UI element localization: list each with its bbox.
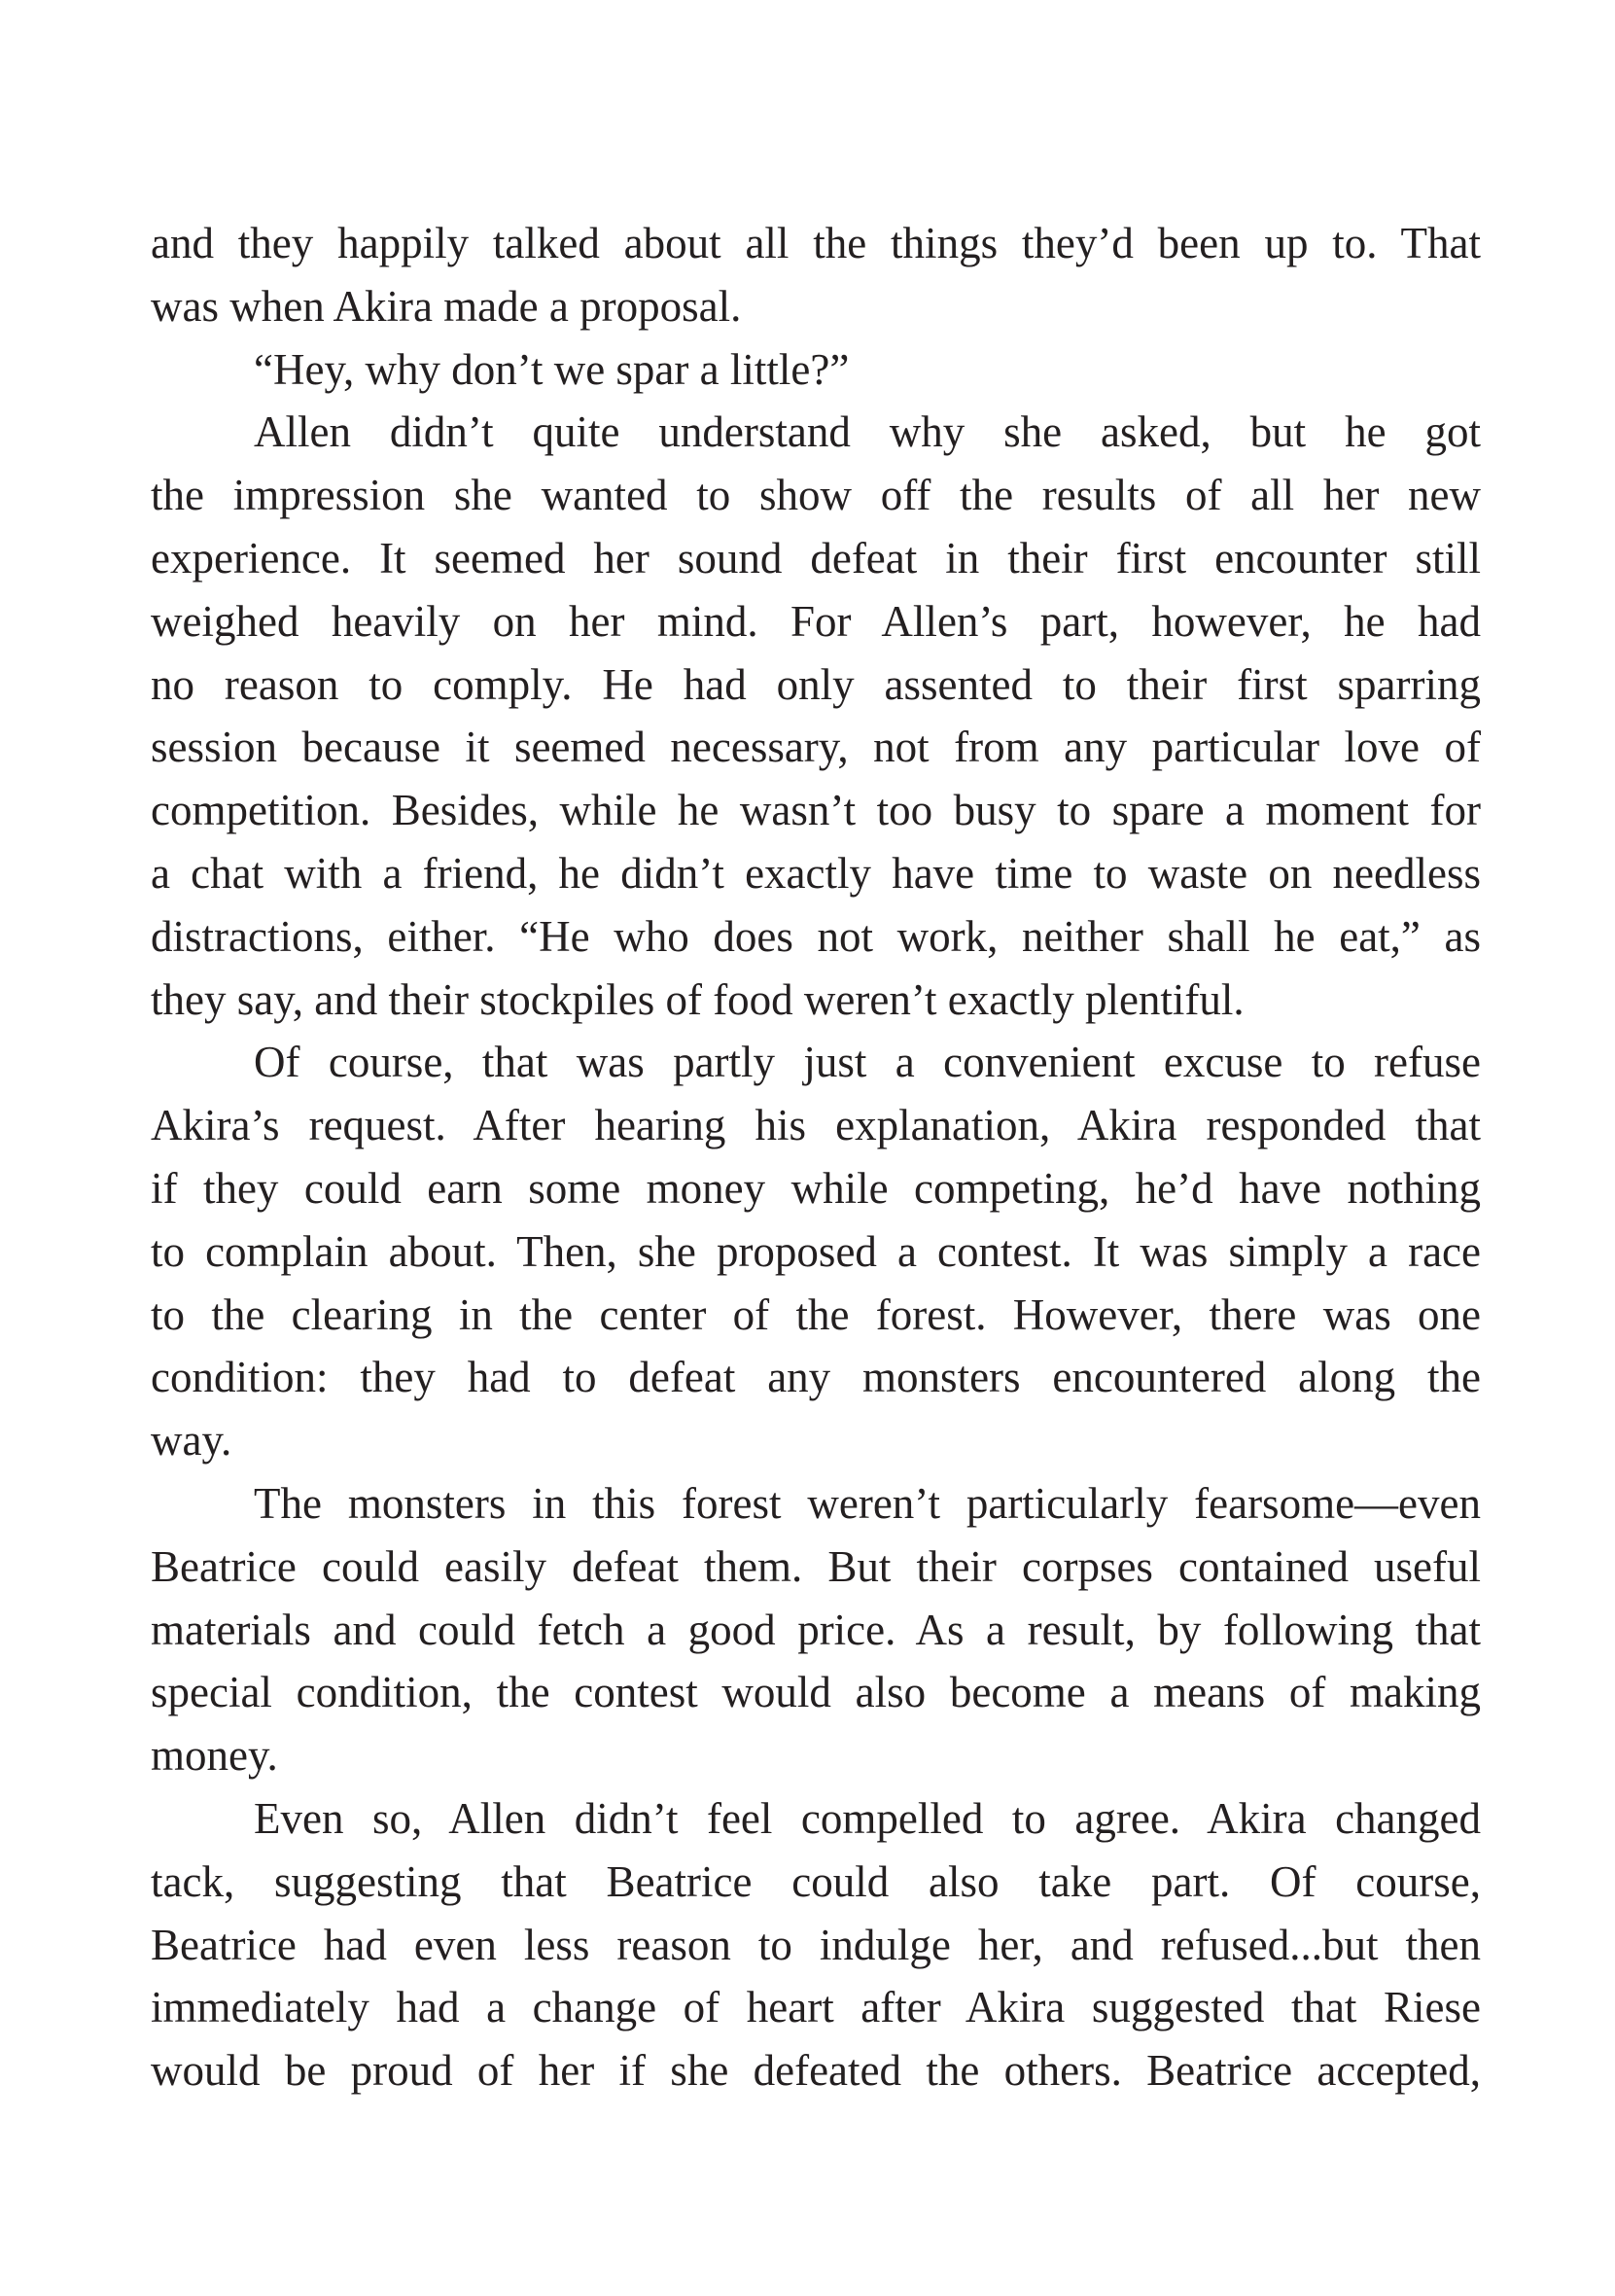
- text-line: materials and could fetch a good price. As a result, by following that: [151, 1605, 1481, 1654]
- text-line: Beatrice had even less reason to indulge her, and refused...but then: [151, 1920, 1481, 1969]
- text-line: was when Akira made a proposal.: [151, 281, 742, 331]
- text-line: the impression she wanted to show off the results of all her new: [151, 471, 1481, 520]
- text-line: money.: [151, 1731, 278, 1781]
- text-line: immediately had a change of heart after Akira suggested that Riese: [151, 1983, 1481, 2032]
- text-line: to the clearing in the center of the forest. However, there was one: [151, 1289, 1481, 1339]
- text-line: to complain about. Then, she proposed a contest. It was simply a race: [151, 1226, 1481, 1276]
- paragraph: [151, 1787, 1481, 2102]
- text-line: way.: [151, 1416, 232, 1466]
- paragraph: [151, 338, 1481, 402]
- text-line: experience. It seemed her sound defeat in their first encounter still: [151, 533, 1481, 583]
- book-page-text: [151, 212, 1481, 2102]
- text-line: they say, and their stockpiles of food weren’t exactly plentiful.: [151, 974, 1245, 1024]
- text-line: Even so, Allen didn’t feel compelled to agree. Akira changed: [254, 1793, 1481, 1843]
- text-line: competition. Besides, while he wasn’t too busy to spare a moment for: [151, 786, 1481, 835]
- text-line: Of course, that was partly just a convenient excuse to refuse: [254, 1038, 1481, 1087]
- text-line: The monsters in this forest weren’t particularly fearsome—even: [254, 1478, 1481, 1528]
- text-line: would be proud of her if she defeated the others. Beatrice accepted,: [151, 2046, 1481, 2096]
- text-line: special condition, the contest would also become a means of making: [151, 1668, 1481, 1717]
- paragraph: [151, 1031, 1481, 1472]
- paragraph: [151, 212, 1481, 338]
- text-line: “Hey, why don’t we spar a little?”: [254, 344, 850, 394]
- text-line: Akira’s request. After hearing his explanation, Akira responded that: [151, 1101, 1481, 1150]
- text-line: Beatrice could easily defeat them. But their corpses contained useful: [151, 1541, 1481, 1591]
- text-line: if they could earn some money while competing, he’d have nothing: [151, 1163, 1481, 1213]
- text-line: condition: they had to defeat any monsters encountered along the: [151, 1353, 1481, 1402]
- text-line: weighed heavily on her mind. For Allen’s part, however, he had: [151, 596, 1481, 646]
- text-line: a chat with a friend, he didn’t exactly have time to waste on needless: [151, 848, 1481, 898]
- paragraph: [151, 1472, 1481, 1787]
- text-line: no reason to comply. He had only assented to their first sparring: [151, 659, 1481, 709]
- text-line: session because it seemed necessary, not from any particular love of: [151, 723, 1481, 772]
- text-line: and they happily talked about all the things they’d been up to. That: [151, 219, 1481, 267]
- text-line: tack, suggesting that Beatrice could also take part. Of course,: [151, 1856, 1481, 1906]
- text-line: Allen didn’t quite understand why she asked, but he got: [254, 407, 1481, 457]
- text-line: distractions, either. “He who does not work, neither shall he eat,” as: [151, 911, 1481, 961]
- paragraph: [151, 401, 1481, 1031]
